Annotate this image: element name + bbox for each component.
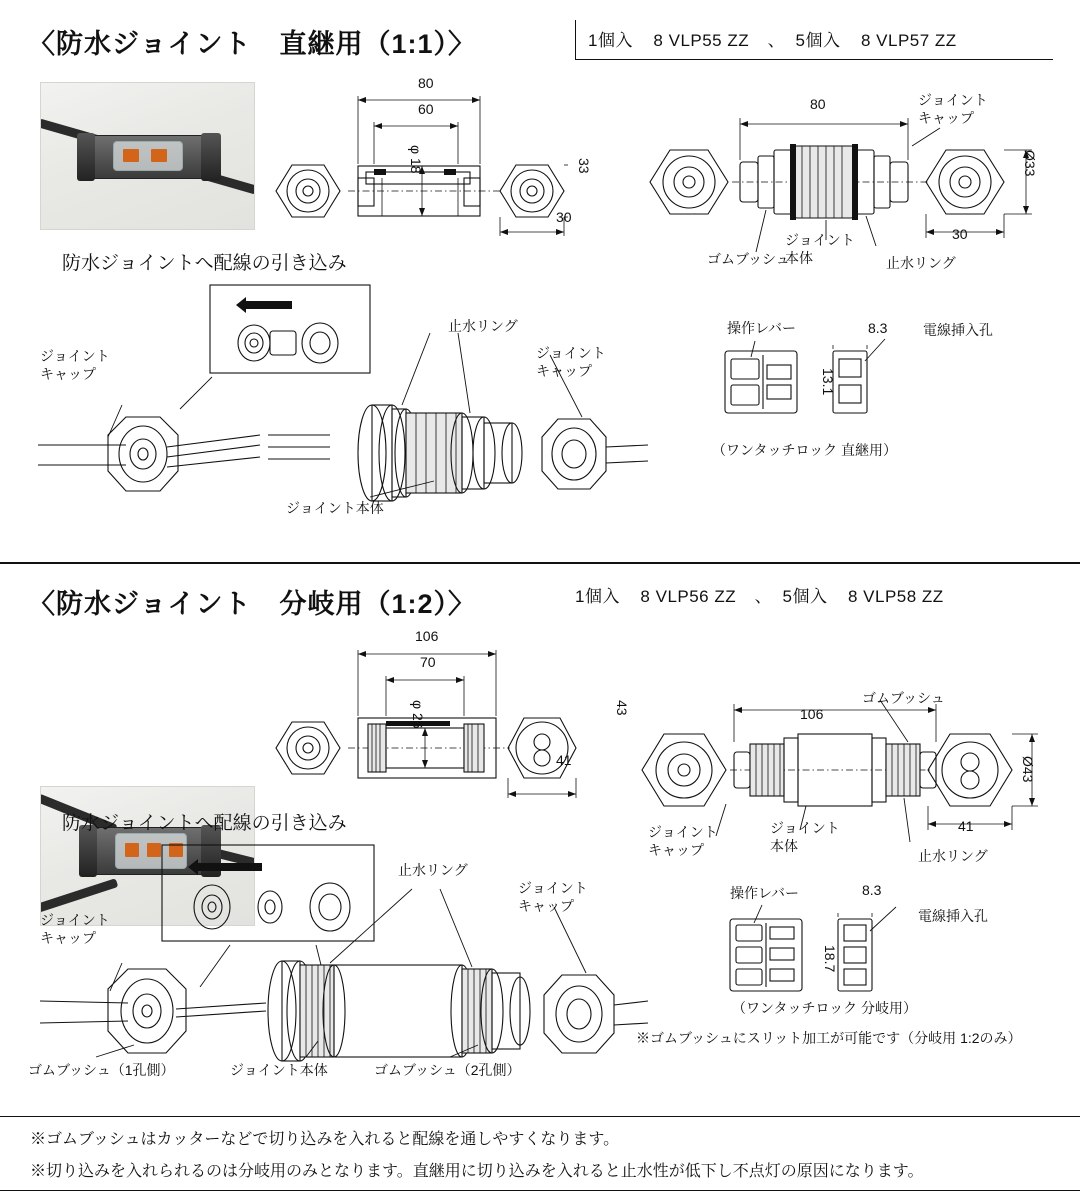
s2-lever-caption: （ワンタッチロック 分岐用） xyxy=(732,1000,918,1016)
section1-code-sep: 、 xyxy=(767,31,786,50)
s2-asm-label-cap-left: ジョイント キャップ xyxy=(40,912,110,946)
s1-dim-80: 80 xyxy=(418,75,434,91)
section1-assembly-drawing xyxy=(30,285,650,515)
section1-code-box xyxy=(575,20,1053,60)
s2-lever-note: ※ゴムブッシュにスリット加工が可能です（分岐用 1:2のみ） xyxy=(636,1030,1022,1046)
s1-exp-dim-dia: Ø33 xyxy=(1022,150,1038,177)
s2-dim-dia26: φ 26 xyxy=(410,700,426,729)
s1-lever-dim-w: 8.3 xyxy=(868,320,888,336)
s1-exp-dim-len: 80 xyxy=(810,96,826,112)
s1-lever-caption: （ワンタッチロック 直継用） xyxy=(712,442,898,458)
section1-qty5: 5個入 xyxy=(795,31,841,50)
s2-asm-label-seal-ring: 止水リング xyxy=(398,862,468,878)
section2-code1: 8 VLP56 ZZ xyxy=(640,587,737,606)
s1-asm-label-cap-right: ジョイント キャップ xyxy=(536,345,606,379)
s1-dim-dia18: φ 18 xyxy=(408,145,424,174)
s2-asm-label-bush-1hole: ゴムブッシュ（1孔側） xyxy=(28,1062,175,1078)
s1-asm-label-cap-left: ジョイント キャップ xyxy=(40,348,110,382)
s2-dim-41: 41 xyxy=(556,752,572,768)
s2-dim-70: 70 xyxy=(420,654,436,670)
footnote-line-1: ※ゴムブッシュはカッターなどで切り込みを入れると配線を通しやすくなります。 xyxy=(30,1131,620,1148)
s2-dim-43: 43 xyxy=(614,700,630,716)
s1-lever-dim-h: 13.1 xyxy=(820,368,836,396)
s2-lever-label: 操作レバー xyxy=(730,885,800,901)
s2-dim-106: 106 xyxy=(415,628,439,644)
s1-dim-33: 33 xyxy=(576,158,592,174)
s1-label-joint-cap: ジョイント キャップ xyxy=(918,92,988,126)
s2-label-joint-cap: ジョイント キャップ xyxy=(648,824,718,858)
s2-asm-label-bush-2hole: ゴムブッシュ（2孔側） xyxy=(374,1062,521,1078)
footnote-divider-bottom xyxy=(0,1190,1080,1191)
s2-label-joint-body: ジョイント 本体 xyxy=(770,820,840,854)
section-divider xyxy=(0,562,1080,564)
footnote-divider-top xyxy=(0,1116,1080,1117)
s1-asm-label-seal-ring: 止水リング xyxy=(448,318,518,334)
s2-hole-label: 電線挿入孔 xyxy=(918,908,988,924)
footnote-line-2: ※切り込みを入れられるのは分岐用のみとなります。直継用に切り込みを入れると止水性が低下し不点灯の原因になります。 xyxy=(30,1163,924,1180)
s2-lever-dim-h: 18.7 xyxy=(822,945,838,973)
section1-lever-detail xyxy=(715,345,915,425)
section1-title: 〈防水ジョイント 直継用（1:1）〉 xyxy=(28,29,476,59)
s1-label-rubber-bush: ゴムブッシュ xyxy=(707,251,790,267)
s1-assembly-heading: 防水ジョイントへ配線の引き込み xyxy=(62,253,347,274)
s2-assembly-heading: 防水ジョイントへ配線の引き込み xyxy=(62,813,347,834)
s2-lever-dim-w: 8.3 xyxy=(862,882,882,898)
s2-label-rubber-bush: ゴムブッシュ xyxy=(862,690,945,706)
s2-label-seal-ring: 止水リング xyxy=(918,848,988,864)
s2-exp-dim-width: 41 xyxy=(958,818,974,834)
s1-lever-label: 操作レバー xyxy=(727,320,797,336)
s2-exp-dim-len: 106 xyxy=(800,706,824,722)
s1-label-joint-body: ジョイント 本体 xyxy=(785,232,855,266)
section2-title: 〈防水ジョイント 分岐用（1:2）〉 xyxy=(28,589,476,619)
section1-code5: 8 VLP57 ZZ xyxy=(860,31,957,50)
s1-asm-label-joint-body: ジョイント本体 xyxy=(286,500,384,516)
section1-qty1: 1個入 xyxy=(588,31,633,50)
s2-asm-label-joint-body: ジョイント本体 xyxy=(230,1062,328,1078)
s2-asm-label-cap-right: ジョイント キャップ xyxy=(518,880,588,914)
section2-code-sep: 、 xyxy=(754,587,773,606)
section2-code5: 8 VLP58 ZZ xyxy=(847,587,944,606)
s1-dim-60: 60 xyxy=(418,101,434,117)
product-photo-straight xyxy=(40,82,255,230)
section2-qty5: 5個入 xyxy=(782,587,828,606)
s1-dim-30: 30 xyxy=(556,209,572,225)
section2-code-box xyxy=(575,582,1053,607)
s1-exp-dim-width: 30 xyxy=(952,226,968,242)
s1-label-seal-ring: 止水リング xyxy=(886,255,956,271)
s2-exp-dim-dia: Ø43 xyxy=(1020,756,1036,783)
section1-code1: 8 VLP55 ZZ xyxy=(653,31,750,50)
section2-qty1: 1個入 xyxy=(575,587,620,606)
s1-hole-label: 電線挿入孔 xyxy=(923,322,993,338)
